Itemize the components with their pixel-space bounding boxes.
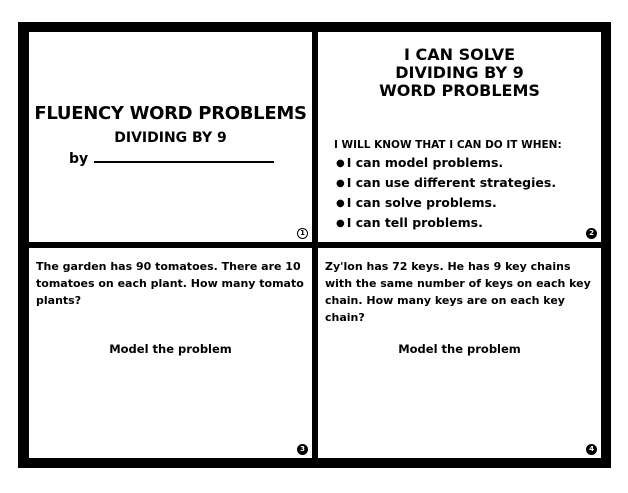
goal-title xyxy=(318,46,601,100)
card-problem-tomatoes xyxy=(29,248,312,458)
page-number-badge: 3 xyxy=(297,444,308,455)
criteria-item: ● I can solve problems. xyxy=(336,193,556,213)
card-title xyxy=(29,32,312,242)
problem-text: The garden has 90 tomatoes. There are 10 tomatoes on each plant. How many tomato plants? xyxy=(36,260,304,307)
page-number-badge: 2 xyxy=(586,228,597,239)
goal-title-line: DIVIDING BY 9 xyxy=(395,63,524,82)
by-label: by xyxy=(69,151,89,167)
model-instruction: Model the problem xyxy=(109,342,232,356)
problem-text: Zy'lon has 72 keys. He has 9 key chains with the same number of keys on each key chain. How many keys are on each key chain? xyxy=(325,260,591,324)
criteria-item: ● I can model problems. xyxy=(336,153,556,173)
page-number-badge: 4 xyxy=(586,444,597,455)
name-line xyxy=(69,151,274,167)
goal-title-line: WORD PROBLEMS xyxy=(379,81,540,100)
model-instruction: Model the problem xyxy=(398,342,521,356)
criteria-item: ● I can use different strategies. xyxy=(336,173,556,193)
card-problem-keys xyxy=(318,248,601,458)
page-number-badge: 1 xyxy=(297,228,308,239)
criteria-heading: I WILL KNOW THAT I CAN DO IT WHEN: xyxy=(334,139,562,151)
card-goals xyxy=(318,32,601,242)
worksheet-title: FLUENCY WORD PROBLEMS xyxy=(34,103,307,124)
worksheet-subtitle: DIVIDING BY 9 xyxy=(114,130,227,146)
criteria-list xyxy=(336,153,556,233)
criteria-item: ● I can tell problems. xyxy=(336,213,556,233)
name-blank xyxy=(94,160,274,163)
goal-title-line: I CAN SOLVE xyxy=(403,45,516,64)
